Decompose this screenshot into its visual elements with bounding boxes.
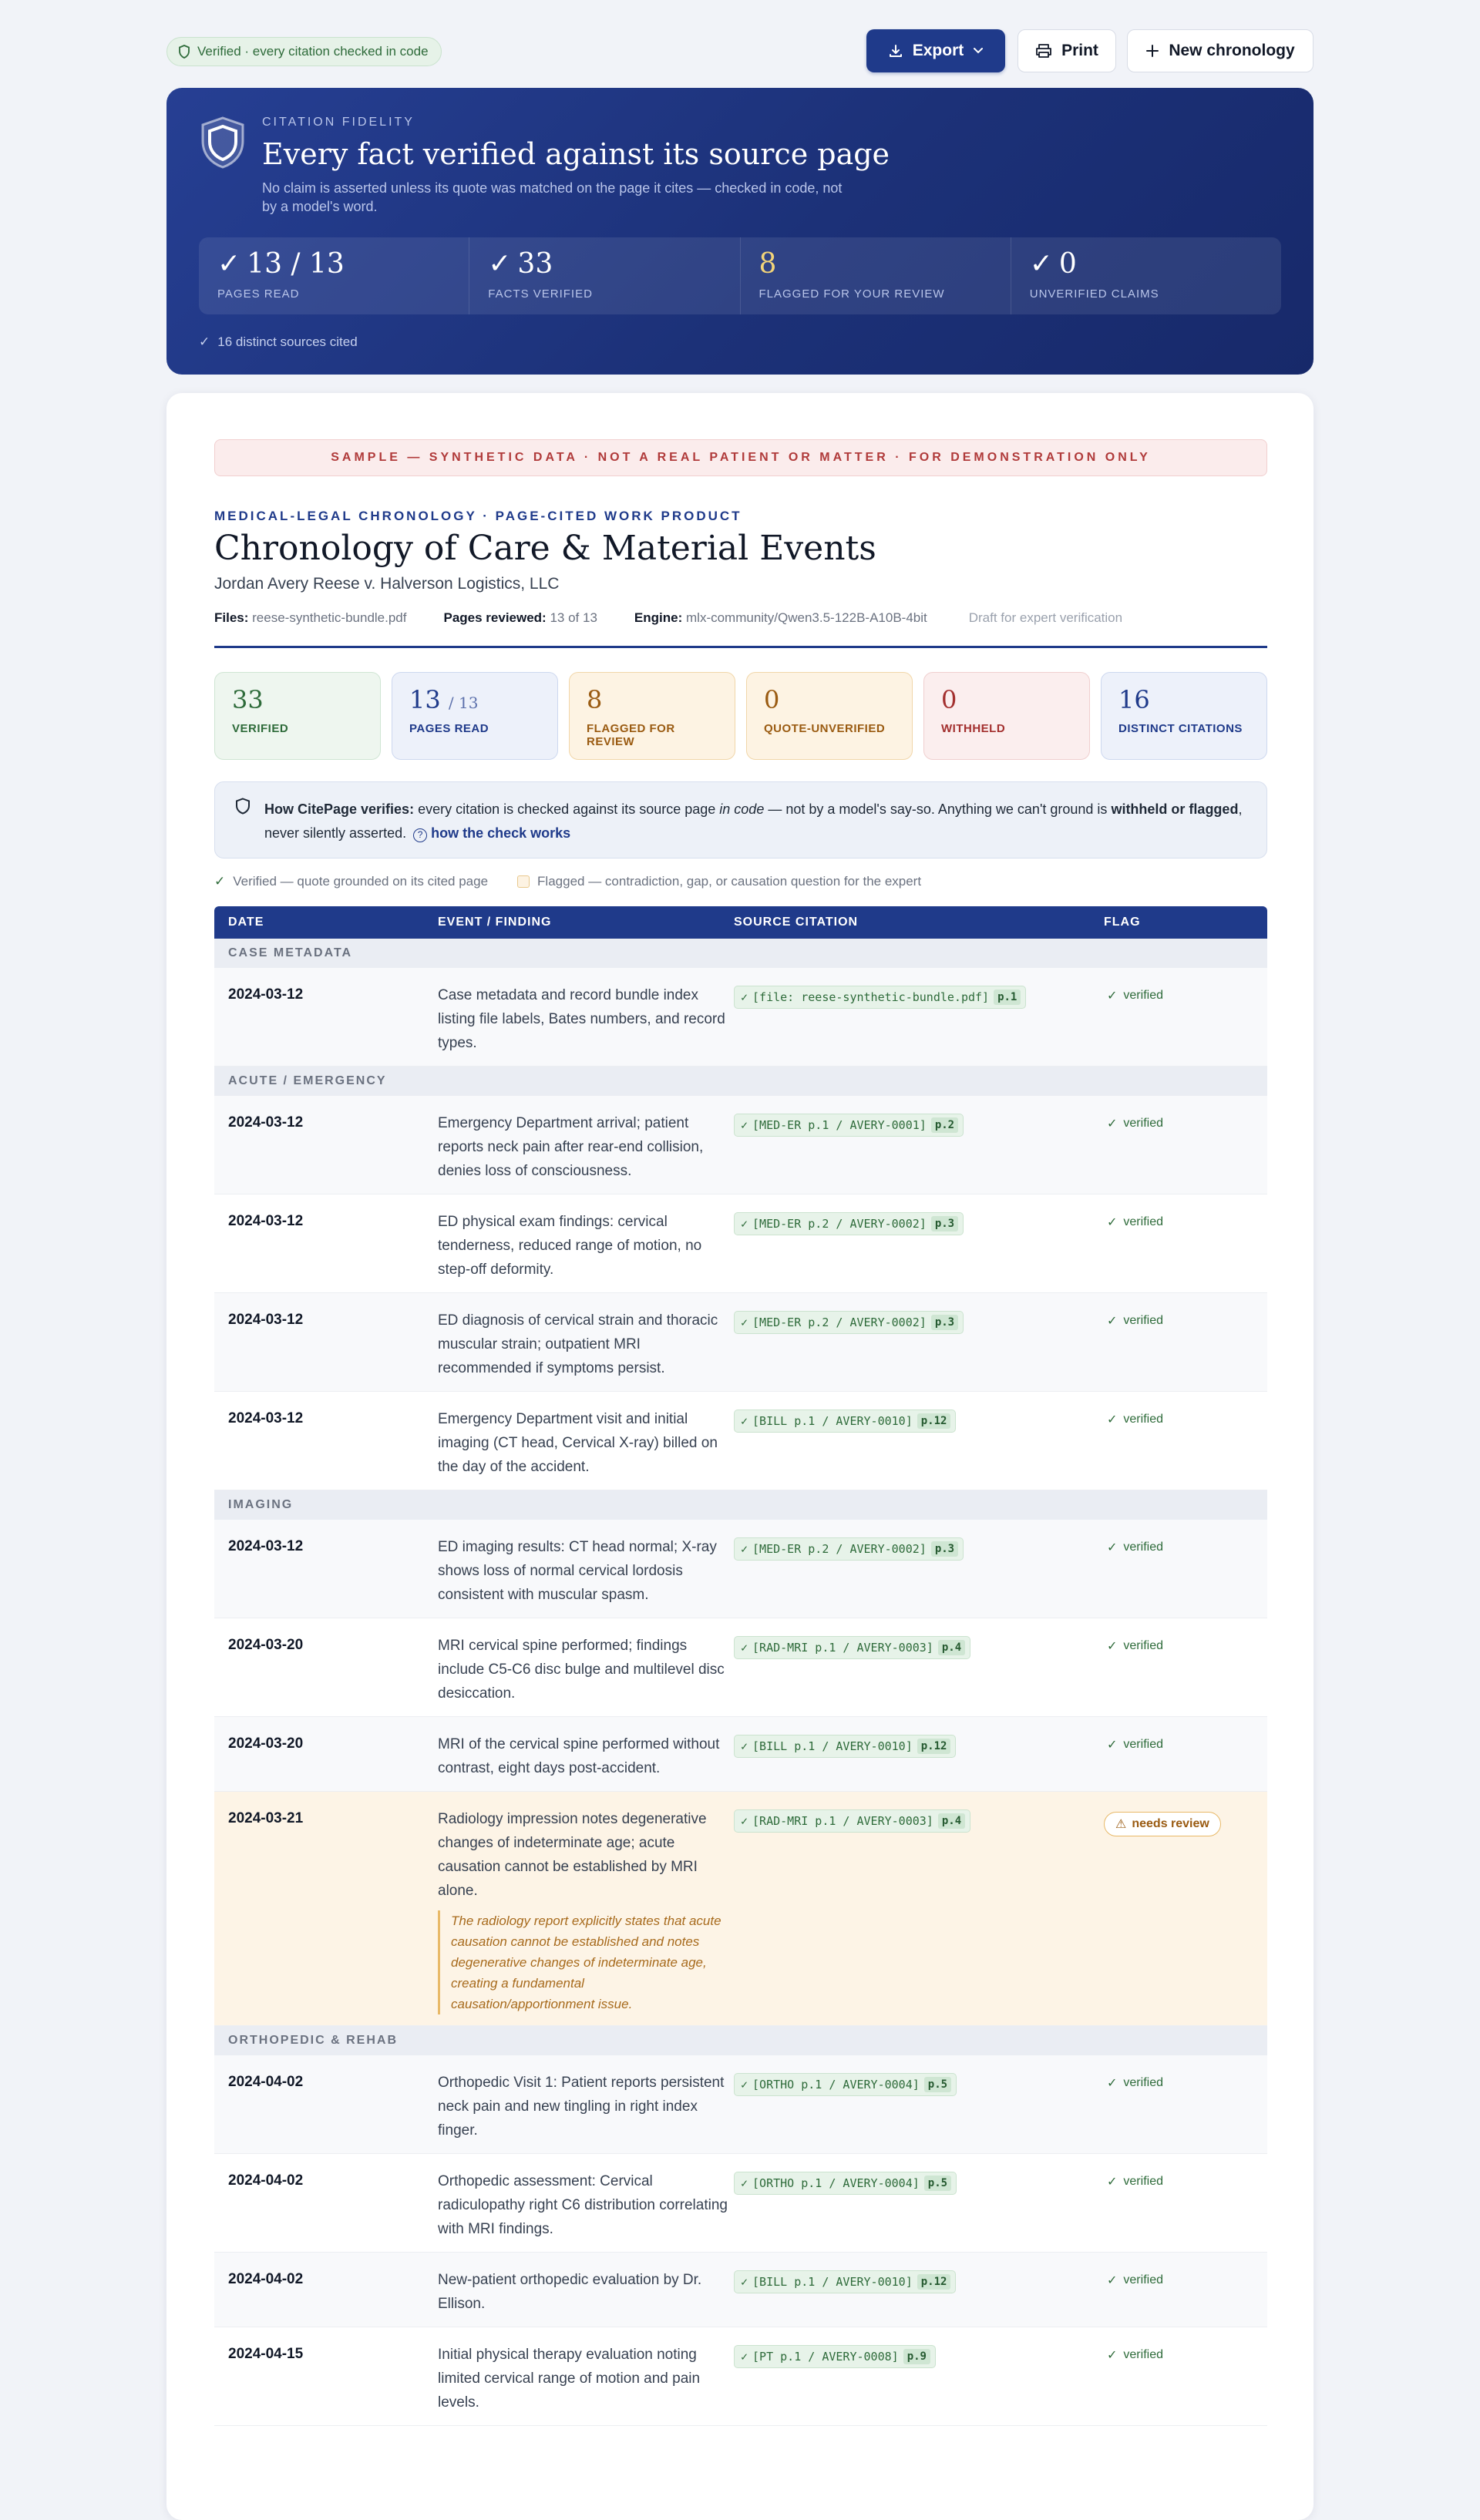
row-flag xyxy=(1093,1407,1267,1427)
citation-page: p.12 xyxy=(917,2274,951,2290)
tile-distinct-citations: 16 DISTINCT CITATIONS xyxy=(1101,672,1267,760)
flag-text: verified xyxy=(1123,1215,1163,1228)
row-citation xyxy=(728,1732,1093,1758)
citation-ref: [RAD-MRI p.1 / AVERY-0003] xyxy=(752,1814,933,1828)
case-parties: Jordan Avery Reese v. Halverson Logistics, LLC xyxy=(214,575,560,593)
stat-value: 0 xyxy=(1058,248,1077,280)
verified-badge xyxy=(166,37,442,66)
tile-pages-read: 13 / 13 PAGES READ xyxy=(392,672,558,760)
verified-flag xyxy=(1104,2347,1267,2363)
event-text: Emergency Department arrival; patient reports neck pain after rear-end collision, denies loss of consciousness. xyxy=(438,1115,704,1179)
verified-flag xyxy=(1104,2273,1267,2288)
stat-label: FLAGGED FOR YOUR REVIEW xyxy=(758,287,945,301)
print-label: Print xyxy=(1061,42,1098,59)
citation-ref: [file: reese-synthetic-bundle.pdf] xyxy=(752,990,990,1004)
row-event xyxy=(430,2169,728,2252)
distinct-sources-note xyxy=(199,334,358,350)
citation-page: p.3 xyxy=(931,1541,958,1557)
row-flag xyxy=(1093,1807,1267,1836)
tile-quote-unverified: 0 QUOTE-UNVERIFIED xyxy=(746,672,913,760)
check-icon: ✓ xyxy=(214,874,226,889)
row-event xyxy=(430,1732,728,1791)
citation-page: p.9 xyxy=(903,2349,930,2364)
row-date: 2024-03-12 xyxy=(228,1213,304,1229)
table-row[interactable] xyxy=(214,1194,1267,1293)
section-header: IMAGING xyxy=(214,1490,1267,1520)
event-text: New-patient orthopedic evaluation by Dr. Ellison. xyxy=(438,2272,702,2312)
table-row[interactable] xyxy=(214,1792,1267,2026)
row-citation xyxy=(728,1634,1093,1659)
hero-title: Every fact verified against its source page xyxy=(262,137,890,171)
event-text: ED physical exam findings: cervical tenderness, reduced range of motion, no step-off deformity. xyxy=(438,1214,702,1278)
row-date: 2024-03-21 xyxy=(228,1810,304,1826)
row-date: 2024-03-12 xyxy=(228,986,304,1003)
legend-flagged: Flagged — contradiction, gap, or causation question for the expert xyxy=(537,874,922,889)
verified-flag xyxy=(1104,1737,1267,1752)
citation-page: p.12 xyxy=(917,1739,951,1754)
row-flag xyxy=(1093,1309,1267,1329)
tile-verified: 33 VERIFIED xyxy=(214,672,381,760)
needs-review-badge[interactable] xyxy=(1104,1812,1221,1836)
tile-withheld: 0 WITHHELD xyxy=(923,672,1090,760)
check-icon: ✓ xyxy=(741,2176,748,2190)
shield-icon xyxy=(235,798,251,815)
citation-page: p.1 xyxy=(994,990,1021,1005)
citation-chip[interactable] xyxy=(734,2172,957,2195)
distinct-sources-text: 16 distinct sources cited xyxy=(217,334,358,349)
citation-chip[interactable] xyxy=(734,1735,956,1758)
chevron-down-icon xyxy=(973,47,984,55)
flag-text: verified xyxy=(1123,1314,1163,1327)
event-text: Case metadata and record bundle index listing file labels, Bates numbers, and record types. xyxy=(438,987,725,1051)
printer-icon xyxy=(1035,43,1052,59)
help-icon: ? xyxy=(413,828,427,842)
event-text: MRI of the cervical spine performed without contrast, eight days post-accident. xyxy=(438,1736,720,1776)
citation-page: p.5 xyxy=(924,2176,951,2191)
divider xyxy=(214,646,1267,648)
flag-text: verified xyxy=(1123,2175,1163,2188)
citation-ref: [BILL p.1 / AVERY-0010] xyxy=(752,2275,913,2289)
flag-text: verified xyxy=(1123,2273,1163,2286)
row-date: 2024-03-12 xyxy=(228,1114,304,1131)
row-event xyxy=(430,1807,728,2025)
flag-text: verified xyxy=(1123,1639,1163,1652)
citation-chip[interactable] xyxy=(734,2345,936,2368)
table-header xyxy=(214,906,1267,939)
table-row[interactable] xyxy=(214,1096,1267,1194)
event-text: Orthopedic assessment: Cervical radiculopathy right C6 distribution correlating with MRI findings. xyxy=(438,2173,728,2237)
row-citation xyxy=(728,2071,1093,2096)
citation-ref: [PT p.1 / AVERY-0008] xyxy=(752,2350,899,2364)
row-flag xyxy=(1093,1732,1267,1752)
event-text: Initial physical therapy evaluation noting limited cervical range of motion and pain levels. xyxy=(438,2347,701,2411)
row-citation xyxy=(728,1535,1093,1561)
row-flag xyxy=(1093,1634,1267,1654)
check-icon: ✓ xyxy=(741,1217,748,1231)
check-icon: ✓ xyxy=(1107,1541,1118,1554)
row-date: 2024-03-20 xyxy=(228,1735,304,1752)
citation-chip[interactable] xyxy=(734,1311,964,1334)
row-flag xyxy=(1093,1111,1267,1131)
col-citation[interactable]: SOURCE CITATION xyxy=(734,916,859,929)
legend xyxy=(214,874,921,889)
row-date: 2024-03-20 xyxy=(228,1637,304,1653)
table-row[interactable] xyxy=(214,1618,1267,1717)
hero-subtitle: No claim is asserted unless its quote was matched on the page it cites — checked in code, not by a model's word. xyxy=(262,180,843,214)
check-icon: ✓ xyxy=(1107,1413,1118,1426)
row-citation xyxy=(728,1309,1093,1334)
flag-text: verified xyxy=(1123,1541,1163,1554)
event-text: Orthopedic Visit 1: Patient reports persistent neck pain and new tingling in right index finger. xyxy=(438,2075,725,2139)
row-flag xyxy=(1093,1535,1267,1555)
table-section xyxy=(214,2026,1267,2426)
citation-ref: [MED-ER p.2 / AVERY-0002] xyxy=(752,1217,927,1231)
row-citation xyxy=(728,2169,1093,2195)
table-row[interactable] xyxy=(214,2154,1267,2253)
verified-flag xyxy=(1104,1215,1267,1230)
citation-ref: [ORTHO p.1 / AVERY-0004] xyxy=(752,2078,920,2092)
stat-unverified xyxy=(1011,237,1281,314)
meta-engine: Engine: mlx-community/Qwen3.5-122B-A10B-4bit xyxy=(634,610,927,625)
row-citation xyxy=(728,2268,1093,2293)
check-icon: ✓ xyxy=(741,990,748,1004)
check-icon: ✓ xyxy=(741,1814,748,1828)
verified-badge-text: Verified · every citation checked in code xyxy=(197,44,429,59)
new-chronology-label: New chronology xyxy=(1169,42,1295,59)
table-row[interactable] xyxy=(214,968,1267,1067)
shield-icon xyxy=(199,116,247,170)
section-header: ORTHOPEDIC & REHAB xyxy=(214,2026,1267,2055)
citation-ref: [BILL p.1 / AVERY-0010] xyxy=(752,1739,913,1753)
hero-stats xyxy=(199,237,1281,314)
check-icon: ✓ xyxy=(1107,1739,1118,1752)
verified-flag xyxy=(1104,1116,1267,1131)
citation-chip[interactable] xyxy=(734,1809,970,1833)
table-row[interactable] xyxy=(214,2055,1267,2154)
verified-flag xyxy=(1104,1313,1267,1329)
row-citation xyxy=(728,1407,1093,1433)
check-icon: ✓ xyxy=(1107,1117,1118,1131)
legend-verified: Verified — quote grounded on its cited page xyxy=(233,874,489,889)
stat-pages-read xyxy=(199,237,469,314)
doc-title: Chronology of Care & Material Events xyxy=(214,529,876,568)
event-text: Radiology impression notes degenerative changes of indeterminate age; acute causation cannot be established by MRI alone. xyxy=(438,1811,707,1899)
citation-chip[interactable] xyxy=(734,986,1026,1009)
check-icon: ✓ xyxy=(741,1315,748,1329)
check-icon: ✓ xyxy=(1107,1315,1118,1328)
flag-text: verified xyxy=(1123,1413,1163,1426)
doc-kicker: MEDICAL-LEGAL CHRONOLOGY · PAGE-CITED WORK PRODUCT xyxy=(214,509,742,523)
event-text: MRI cervical spine performed; findings include C5-C6 disc bulge and multilevel disc desiccation. xyxy=(438,1638,725,1702)
citation-page: p.4 xyxy=(938,1813,965,1829)
row-flag xyxy=(1093,2169,1267,2189)
top-bar xyxy=(166,29,1314,74)
stat-value: 33 xyxy=(517,248,553,280)
check-icon: ✓ xyxy=(741,2275,748,2289)
check-icon: ✓ xyxy=(741,1118,748,1132)
row-event xyxy=(430,1111,728,1194)
event-text: Emergency Department visit and initial imaging (CT head, Cervical X-ray) billed on the day of the accident. xyxy=(438,1411,718,1475)
summary-tiles xyxy=(214,672,1267,760)
check-icon: ✓ xyxy=(1107,1640,1118,1653)
citation-page: p.12 xyxy=(917,1413,951,1429)
row-flag xyxy=(1093,2268,1267,2288)
col-event[interactable]: EVENT / FINDING xyxy=(438,916,552,929)
row-date: 2024-04-02 xyxy=(228,2271,304,2287)
row-event xyxy=(430,2071,728,2153)
table-section xyxy=(214,939,1267,1067)
verification-explainer: How CitePage verifies: every citation is checked against its source page in code — not by a model's say-so. Anything we can't ground is withheld or flagged, never silently asserted. ? how the check works xyxy=(214,781,1267,858)
citation-page: p.5 xyxy=(924,2077,951,2092)
row-date: 2024-04-02 xyxy=(228,2172,304,2189)
citation-ref: [MED-ER p.2 / AVERY-0002] xyxy=(752,1542,927,1556)
stat-facts-verified xyxy=(469,237,740,314)
verified-flag xyxy=(1104,988,1267,1003)
new-chronology-button[interactable] xyxy=(1127,29,1314,72)
shield-icon xyxy=(178,45,190,59)
table-row[interactable] xyxy=(214,2327,1267,2426)
citation-ref: [BILL p.1 / AVERY-0010] xyxy=(752,1414,913,1428)
citation-chip[interactable] xyxy=(734,2270,956,2293)
row-citation xyxy=(728,2343,1093,2368)
check-icon: ✓ xyxy=(1107,2077,1118,2090)
chronology-table xyxy=(214,906,1267,2426)
review-note: The radiology report explicitly states that acute causation cannot be established and notes degenerative changes of indeterminate age, creating a fundamental causation/apportionment issue. xyxy=(438,1910,728,2014)
verified-flag xyxy=(1104,1638,1267,1654)
chronology-document xyxy=(166,393,1314,2520)
verified-flag xyxy=(1104,1540,1267,1555)
table-section xyxy=(214,1490,1267,2026)
hero-kicker: CITATION FIDELITY xyxy=(262,116,415,129)
table-row[interactable] xyxy=(214,2253,1267,2327)
flag-text: verified xyxy=(1123,2348,1163,2361)
col-date[interactable]: DATE xyxy=(228,916,264,929)
citation-chip[interactable] xyxy=(734,1410,956,1433)
check-icon: ✓ xyxy=(741,1414,748,1428)
citation-page: p.4 xyxy=(938,1640,965,1655)
table-body xyxy=(214,939,1267,2426)
event-text: ED diagnosis of cervical strain and thoracic muscular strain; outpatient MRI recommended if symptoms persist. xyxy=(438,1312,718,1376)
citation-chip[interactable] xyxy=(734,1212,964,1235)
row-flag xyxy=(1093,2071,1267,2091)
flag-text: verified xyxy=(1123,989,1163,1002)
stat-label: PAGES READ xyxy=(217,287,300,301)
meta-files: Files: reese-synthetic-bundle.pdf xyxy=(214,610,407,625)
row-flag xyxy=(1093,983,1267,1003)
citation-ref: [MED-ER p.2 / AVERY-0002] xyxy=(752,1315,927,1329)
row-event xyxy=(430,2268,728,2327)
table-row[interactable] xyxy=(214,1392,1267,1490)
check-icon: ✓ xyxy=(1107,2349,1118,2362)
row-citation xyxy=(728,1210,1093,1235)
citation-chip[interactable] xyxy=(734,2073,957,2096)
flag-text: verified xyxy=(1123,1738,1163,1751)
row-event xyxy=(430,2343,728,2425)
check-icon: ✓ xyxy=(741,1542,748,1556)
citation-chip[interactable] xyxy=(734,1114,964,1137)
row-event xyxy=(430,983,728,1066)
check-icon: ✓ xyxy=(1107,2176,1118,2189)
row-date: 2024-04-02 xyxy=(228,2074,304,2090)
download-icon xyxy=(888,43,903,59)
meta-draft: Draft for expert verification xyxy=(968,610,1123,625)
check-icon: ✓ xyxy=(741,1739,748,1753)
doc-meta xyxy=(214,610,1122,626)
row-citation xyxy=(728,1807,1093,1833)
row-event xyxy=(430,1210,728,1292)
citation-ref: [MED-ER p.1 / AVERY-0001] xyxy=(752,1118,927,1132)
legend-flag-swatch xyxy=(517,875,530,888)
row-date: 2024-04-15 xyxy=(228,2346,304,2362)
event-text: ED imaging results: CT head normal; X-ray shows loss of normal cervical lordosis consistent with muscular spasm. xyxy=(438,1539,717,1603)
check-icon: ✓ xyxy=(741,1641,748,1655)
row-flag xyxy=(1093,1210,1267,1230)
check-icon: ✓ xyxy=(741,2350,748,2364)
how-check-works-link[interactable]: how the check works xyxy=(431,825,571,841)
citation-ref: [ORTHO p.1 / AVERY-0004] xyxy=(752,2176,920,2190)
row-event xyxy=(430,1309,728,1391)
citation-chip[interactable] xyxy=(734,1636,970,1659)
row-date: 2024-03-12 xyxy=(228,1312,304,1328)
citation-page: p.2 xyxy=(931,1117,958,1133)
table-section xyxy=(214,1067,1267,1490)
sample-banner: SAMPLE — SYNTHETIC DATA · NOT A REAL PATIENT OR MATTER · FOR DEMONSTRATION ONLY xyxy=(214,439,1267,476)
citation-page: p.3 xyxy=(931,1216,958,1231)
row-event xyxy=(430,1634,728,1716)
citation-page: p.3 xyxy=(931,1315,958,1330)
flag-text: verified xyxy=(1123,2076,1163,2089)
verified-flag xyxy=(1104,2075,1267,2091)
check-icon: ✓ xyxy=(1107,990,1118,1003)
check-icon: ✓ xyxy=(217,248,241,280)
flag-text: verified xyxy=(1123,1117,1163,1130)
row-event xyxy=(430,1535,728,1618)
section-header: ACUTE / EMERGENCY xyxy=(214,1067,1267,1096)
warning-icon: ⚠ xyxy=(1115,1818,1127,1831)
table-row[interactable] xyxy=(214,1293,1267,1392)
stat-label: UNVERIFIED CLAIMS xyxy=(1029,287,1159,301)
table-row[interactable] xyxy=(214,1717,1267,1792)
table-row[interactable] xyxy=(214,1520,1267,1618)
plus-icon xyxy=(1145,44,1159,58)
meta-pages: Pages reviewed: 13 of 13 xyxy=(443,610,597,625)
verified-flag xyxy=(1104,2174,1267,2189)
row-date: 2024-03-12 xyxy=(228,1410,304,1426)
check-icon: ✓ xyxy=(199,334,210,349)
row-date: 2024-03-12 xyxy=(228,1538,304,1554)
flag-text: needs review xyxy=(1132,1817,1209,1830)
citation-ref: [RAD-MRI p.1 / AVERY-0003] xyxy=(752,1641,933,1655)
tile-flagged: 8 FLAGGED FOR REVIEW xyxy=(569,672,735,760)
stat-value: 13 / 13 xyxy=(247,248,345,280)
check-icon: ✓ xyxy=(488,248,512,280)
verified-flag xyxy=(1104,1412,1267,1427)
row-citation xyxy=(728,1111,1093,1137)
section-header: CASE METADATA xyxy=(214,939,1267,968)
check-icon: ✓ xyxy=(1107,1216,1118,1229)
check-icon: ✓ xyxy=(1029,248,1053,280)
export-button[interactable] xyxy=(866,29,1005,72)
row-flag xyxy=(1093,2343,1267,2363)
check-icon: ✓ xyxy=(1107,2274,1118,2287)
export-label: Export xyxy=(912,42,964,59)
stat-label: FACTS VERIFIED xyxy=(488,287,593,301)
col-flag[interactable]: FLAG xyxy=(1104,916,1141,929)
stat-flagged xyxy=(741,237,1011,314)
stat-value: 8 xyxy=(758,248,777,280)
check-icon: ✓ xyxy=(741,2078,748,2092)
row-event xyxy=(430,1407,728,1490)
citation-chip[interactable] xyxy=(734,1537,964,1561)
row-citation xyxy=(728,983,1093,1009)
print-button[interactable] xyxy=(1018,29,1116,72)
citation-fidelity-hero xyxy=(166,88,1314,375)
